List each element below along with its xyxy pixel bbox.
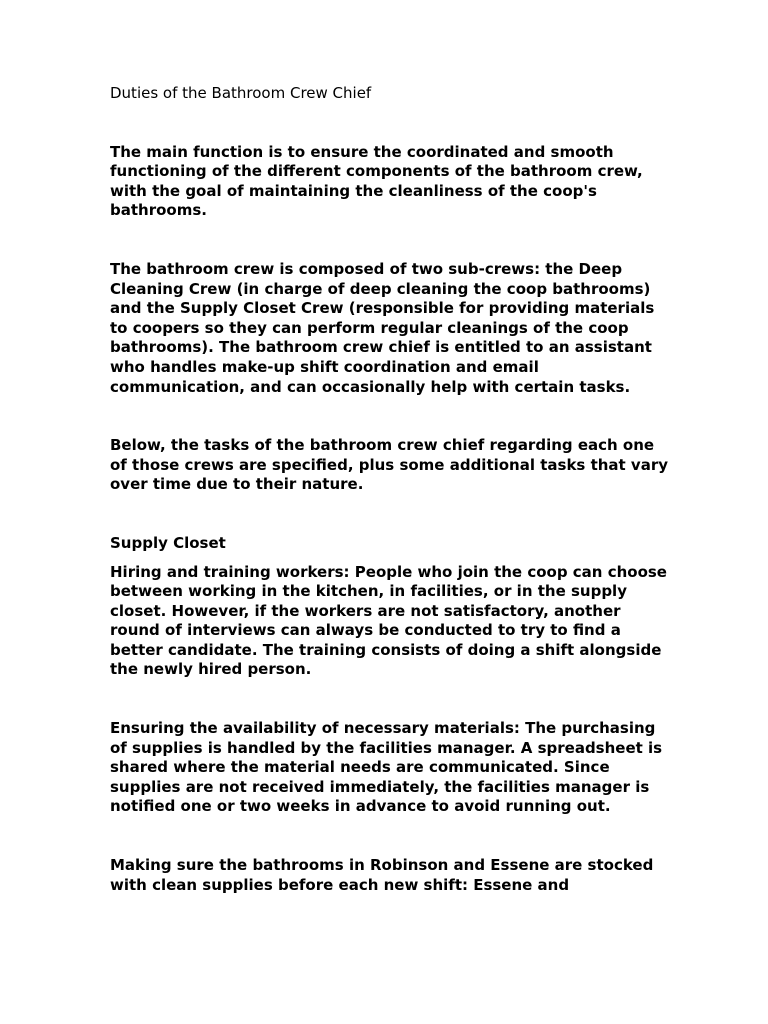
supply-closet-heading: Supply Closet (110, 533, 226, 552)
composition-paragraph: The bathroom crew is composed of two sub-crews: the Deep Cleaning Crew (in charge of deep cleaning the coop bathrooms) and the Supply Closet Crew (responsible for providing materials to coopers so they can perform regular cleanings of the coop bathrooms). The bathroom crew chief is entitled to an assistant who handles make-up shift coordination and email communication, and can occasionally help with certain tasks. (110, 259, 655, 396)
hiring-paragraph: Hiring and training workers: People who join the coop can choose between working in the kitchen, in facilities, or in the supply closet. However, if the workers are not satisfactory, another round of interviews can always be conducted to try to find a better candidate. The training consists of doing a shift alongside the newly hired person. (110, 562, 667, 679)
materials-paragraph: Ensuring the availability of necessary materials: The purchasing of supplies is handled by the facilities manager. A spreadsheet is shared where the material needs are communicated. Since supplies are not received immediately, the facilities manager is notified one or two weeks in advance to avoid running out. (110, 719, 663, 816)
tasks-intro-paragraph: Below, the tasks of the bathroom crew chief regarding each one of those crews are specified, plus some additional tasks that vary over time due to their nature. (110, 436, 669, 494)
document-body (110, 84, 670, 895)
stocking-paragraph: Making sure the bathrooms in Robinson and Essene are stocked with clean supplies before each new shift: Essene and (110, 856, 654, 894)
intro-paragraph: The main function is to ensure the coordinated and smooth functioning of the different components of the bathroom crew, with the goal of maintaining the cleanliness of the coop's bathrooms. (110, 142, 643, 220)
document-title: Duties of the Bathroom Crew Chief (110, 84, 372, 102)
